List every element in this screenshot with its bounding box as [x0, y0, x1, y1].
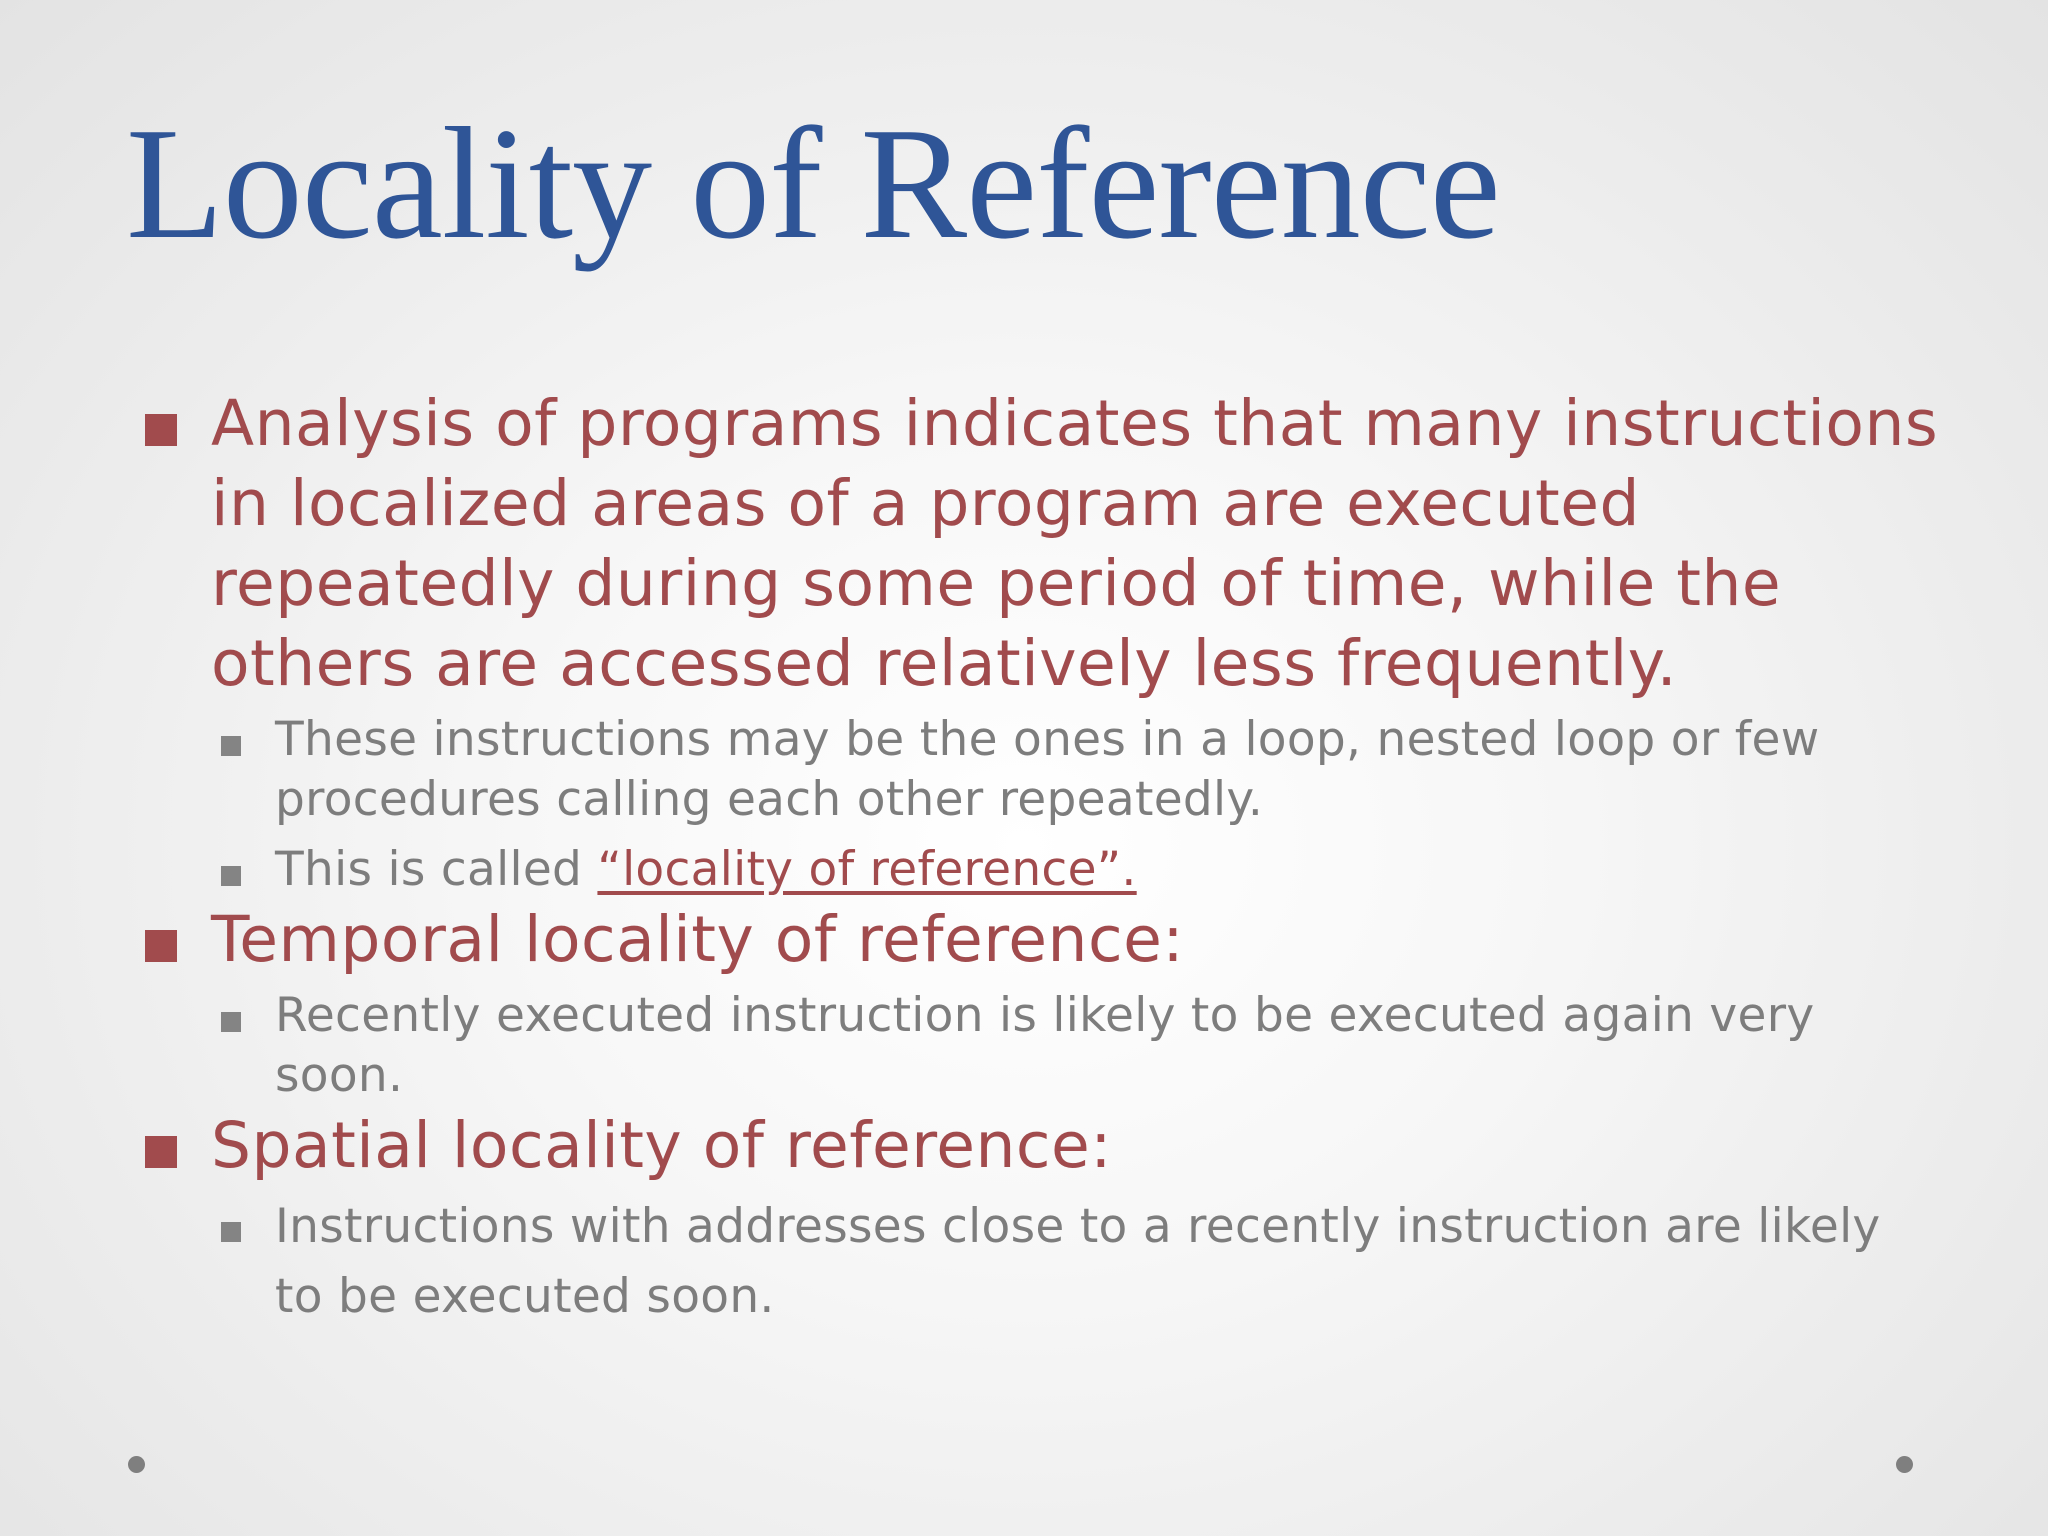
bottom-left-dot-icon	[128, 1456, 145, 1473]
bullet-spatial	[143, 1106, 1943, 1186]
sub-bullet-recently-executed-text: Recently executed instruction is likely to be executed again very soon.	[275, 988, 1815, 1103]
sub-bullet-called	[275, 840, 1943, 900]
bullet-spatial-text: Spatial locality of reference:	[211, 1109, 1113, 1182]
bullet-temporal	[143, 900, 1943, 980]
bullet-analysis-text: Analysis of programs indicates that many instructions in localized areas of a program are executed repeatedly during some period of time, while the others are accessed relatively less frequently.	[211, 387, 1939, 700]
sub-bullet-close-addresses	[275, 1192, 1943, 1332]
square-bullet-icon	[221, 1012, 241, 1032]
square-bullet-icon	[145, 930, 177, 962]
sub-bullet-close-addresses-text: Instructions with addresses close to a recently instruction are likely to be executed soon.	[275, 1199, 1881, 1324]
sub-bullet-recently-executed	[275, 986, 1943, 1106]
square-bullet-icon	[221, 866, 241, 886]
locality-of-reference-link[interactable]: “locality of reference”.	[597, 842, 1137, 897]
sub-bullet-called-prefix: This is called	[275, 842, 598, 897]
bottom-right-dot-icon	[1896, 1456, 1913, 1473]
slide-title: Locality of Reference	[126, 94, 1500, 272]
sub-bullet-loop-instructions	[275, 710, 1943, 830]
square-bullet-icon	[221, 1222, 241, 1242]
slide-content	[143, 384, 1943, 1332]
bullet-temporal-text: Temporal locality of reference:	[211, 903, 1185, 976]
sub-bullet-loop-instructions-text: These instructions may be the ones in a loop, nested loop or few procedures calling each other repeatedly.	[275, 712, 1820, 827]
square-bullet-icon	[221, 736, 241, 756]
square-bullet-icon	[145, 1136, 177, 1168]
square-bullet-icon	[145, 414, 177, 446]
bullet-analysis	[143, 384, 1943, 704]
